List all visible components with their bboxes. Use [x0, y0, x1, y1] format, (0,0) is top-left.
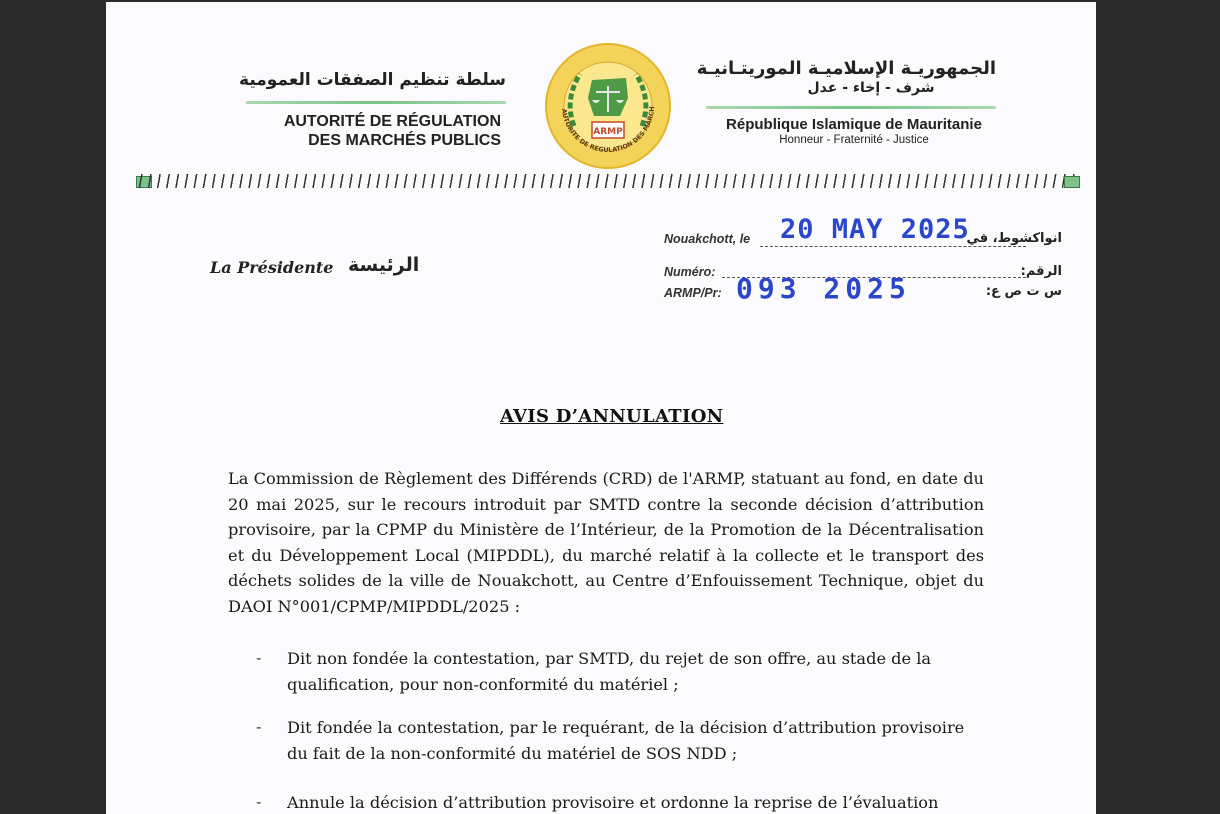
authority-name-fr-line2: DES MARCHÉS PUBLICS: [308, 132, 501, 149]
number-label-ar: الرقم:: [1020, 264, 1062, 279]
number-stamp: 093 2025: [736, 272, 911, 305]
place-label-fr: Nouakchott, le: [664, 232, 751, 246]
header-separator: [136, 174, 1080, 188]
republic-motto-ar: شرف - إخاء - عدل: [807, 80, 935, 96]
republic-name-ar: الجمهوريـة الإسلاميـة الموريتـانيـة: [696, 58, 996, 79]
document-title: AVIS D’ANNULATION: [500, 406, 724, 427]
document-page: [106, 2, 1096, 814]
bullet-marker: -: [256, 793, 262, 811]
place-label-ar: انواكشوط، في: [966, 231, 1062, 246]
separator-right-square: [1064, 176, 1080, 188]
authority-name-ar: سلطة تنظيم الصفقات العمومية: [239, 70, 506, 90]
bullet-item: Dit fondée la contestation, par le requérant, de la décision d’attribution provisoire du fait de la non-conformité du matériel de SOS NDD ;: [287, 718, 965, 763]
logo-ring-text: AUTORITE DE REGULATION DES MARCH: [560, 106, 657, 155]
date-stamp: 20 MAY 2025: [780, 214, 970, 245]
signatory-title-fr: La Présidente: [210, 258, 334, 277]
republic-green-line: [706, 106, 996, 109]
logo-badge-text: ARMP: [593, 127, 623, 137]
signatory-title-ar: الرئيسة: [348, 254, 420, 276]
bullet-item: Annule la décision d’attribution provisoire et ordonne la reprise de l’évaluation: [287, 793, 939, 812]
armp-logo: [542, 40, 674, 172]
intro-paragraph: La Commission de Règlement des Différends (CRD) de l'ARMP, statuant au fond, en date du 20 mai 2025, sur le recours introduit par SMTD contre la seconde décision d’attribution provisoire, par la CPMP du Ministère de l’Intérieur, de la Promotion de la Décentralisation et du Développement Local (MIPDDL), du marché relatif à la collecte et le transport des déchets solides de la ville de Nouakchott, au Centre d’Enfouissement Technique, objet du DAOI N°001/CPMP/MIPDDL/2025 :: [228, 469, 984, 616]
date-dotted-line: [760, 246, 1026, 247]
bullet-item: Dit non fondée la contestation, par SMTD, du rejet de son offre, au stade de la qualification, pour non-conformité du matériel ;: [287, 649, 932, 694]
republic-name-fr: République Islamique de Mauritanie: [726, 116, 982, 133]
bullet-marker: -: [256, 718, 262, 736]
republic-motto-fr: Honneur - Fraternité - Justice: [779, 134, 929, 146]
ref-label-fr: ARMP/Pr:: [664, 286, 722, 300]
authority-name-fr-line1: AUTORITÉ DE RÉGULATION: [283, 113, 501, 130]
ref-label-ar: س ت ص ع:: [985, 284, 1062, 299]
authority-green-line: [246, 101, 506, 104]
number-label-fr: Numéro:: [664, 265, 716, 279]
bullet-marker: -: [256, 649, 262, 667]
